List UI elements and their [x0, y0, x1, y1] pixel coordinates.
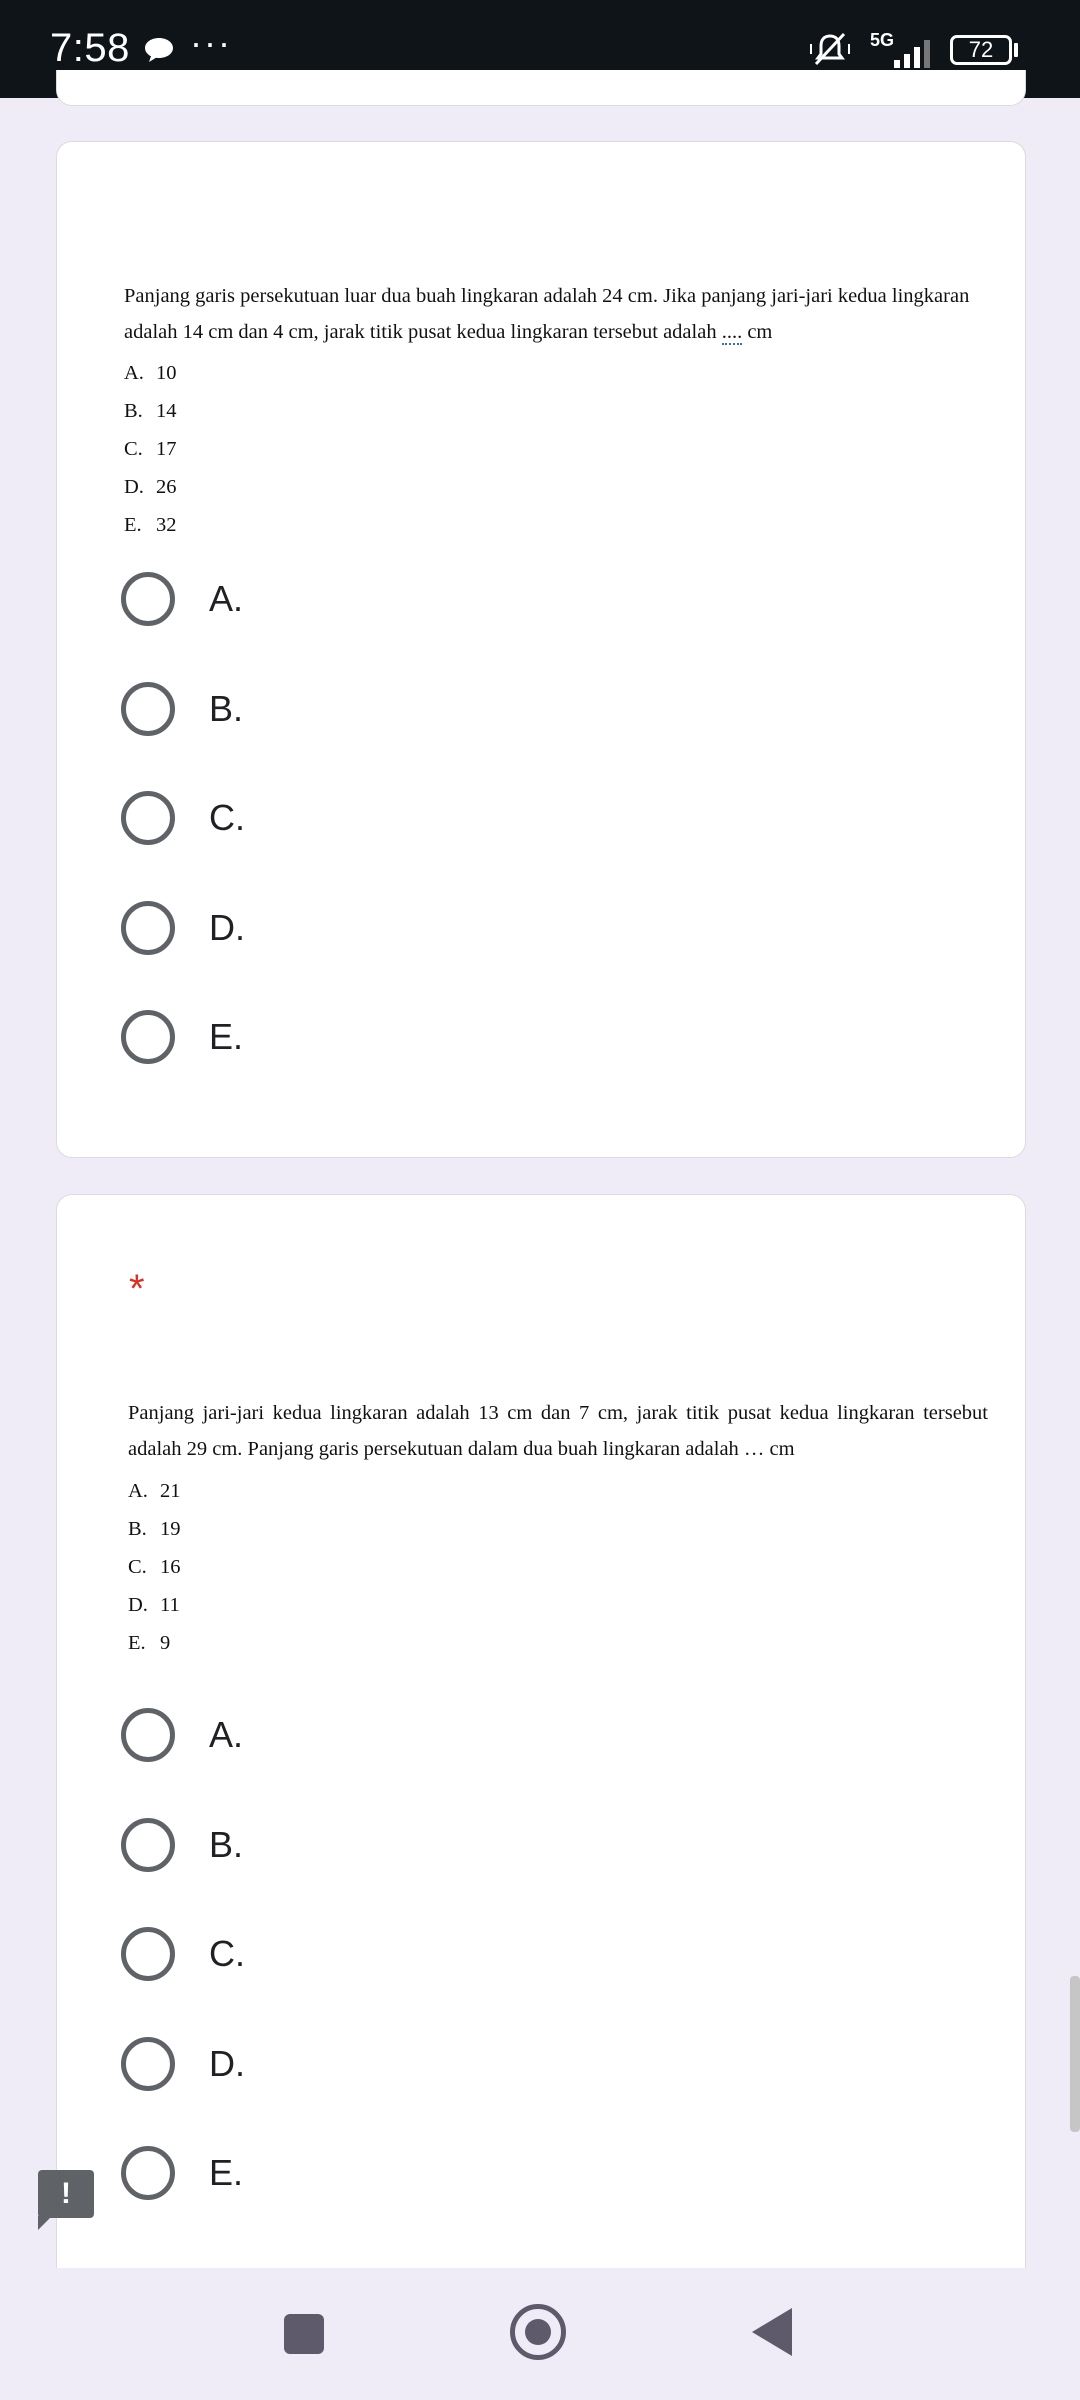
- radio-option-c[interactable]: [121, 1924, 245, 1984]
- mute-vibrate-icon: [808, 32, 852, 73]
- recent-apps-button[interactable]: [284, 2314, 324, 2354]
- choice-line: E. 9: [128, 1632, 171, 1654]
- radio-label: C.: [209, 797, 245, 838]
- question-card-1: [56, 141, 1026, 1158]
- question-card-2: [56, 1194, 1026, 2274]
- choice-line: E. 32: [124, 514, 177, 536]
- chat-bubble-icon: [143, 36, 175, 69]
- radio-option-b[interactable]: [121, 1815, 243, 1875]
- battery-level: 72: [968, 37, 994, 62]
- more-notifications-icon: ···: [190, 22, 232, 63]
- question-2-text: Panjang jari-jari kedua lingkaran adalah 13 cm dan 7 cm, jarak titik pusat kedua lingkaran tersebut adalah 29 cm. Panjang garis persekutuan dalam dua buah lingkaran adalah … cm: [128, 1402, 988, 1460]
- radio-button[interactable]: [121, 1818, 175, 1872]
- radio-button[interactable]: [121, 2146, 175, 2200]
- choice-line: B. 19: [128, 1518, 181, 1540]
- radio-option-a[interactable]: [121, 569, 243, 629]
- question-1-choice-list: [124, 354, 177, 544]
- radio-button[interactable]: [121, 791, 175, 845]
- battery-icon: [950, 35, 1012, 65]
- radio-button[interactable]: [121, 901, 175, 955]
- radio-label: A.: [209, 1714, 244, 1755]
- radio-button[interactable]: [121, 682, 175, 736]
- home-button-dot: [525, 2319, 551, 2345]
- radio-label: E.: [209, 2152, 244, 2193]
- network-type: 5G: [870, 30, 895, 50]
- question-2-choice-list: [128, 1472, 181, 1662]
- radio-option-e[interactable]: [121, 1007, 243, 1067]
- question-1-text: [124, 278, 984, 350]
- radio-option-b[interactable]: [121, 679, 243, 739]
- radio-option-a[interactable]: [121, 1705, 243, 1765]
- back-button[interactable]: [752, 2308, 792, 2356]
- radio-label: D.: [209, 2043, 245, 2084]
- radio-label: D.: [209, 907, 245, 948]
- radio-label: E.: [209, 1016, 244, 1057]
- radio-button[interactable]: [121, 572, 175, 626]
- radio-button[interactable]: [121, 1927, 175, 1981]
- radio-label: B.: [209, 688, 244, 729]
- radio-option-d[interactable]: [121, 2034, 245, 2094]
- status-time: 7:58: [50, 26, 130, 70]
- scrollbar-thumb[interactable]: [1070, 1976, 1080, 2132]
- choice-line: D. 26: [124, 476, 177, 498]
- radio-label: B.: [209, 1824, 244, 1865]
- report-problem-tail: [38, 2216, 52, 2230]
- radio-label: C.: [209, 1933, 245, 1974]
- radio-option-d[interactable]: [121, 898, 245, 958]
- choice-line: C. 17: [124, 438, 177, 460]
- battery-tip: [1014, 43, 1018, 57]
- choice-line: A. 21: [128, 1480, 181, 1502]
- choice-line: C. 16: [128, 1556, 181, 1578]
- report-problem-button[interactable]: !: [38, 2170, 94, 2218]
- radio-button[interactable]: [121, 1708, 175, 1762]
- radio-button[interactable]: [121, 1010, 175, 1064]
- question-1-text-tail: cm: [742, 321, 773, 343]
- radio-option-c[interactable]: [121, 788, 245, 848]
- previous-question-card: [56, 70, 1026, 106]
- required-marker: *: [129, 1267, 145, 1311]
- choice-line: B. 14: [124, 400, 177, 422]
- question-1-blank: ....: [721, 321, 743, 343]
- question-1-text-main: Panjang garis persekutuan luar dua buah lingkaran adalah 24 cm. Jika panjang jari-jari kedua lingkaran adalah 14 cm dan 4 cm, jarak titik pusat kedua lingkaran tersebut adalah: [124, 285, 970, 343]
- choice-line: D. 11: [128, 1594, 180, 1616]
- radio-label: A.: [209, 578, 244, 619]
- choice-line: A. 10: [124, 362, 177, 384]
- radio-option-e[interactable]: [121, 2143, 243, 2203]
- radio-button[interactable]: [121, 2037, 175, 2091]
